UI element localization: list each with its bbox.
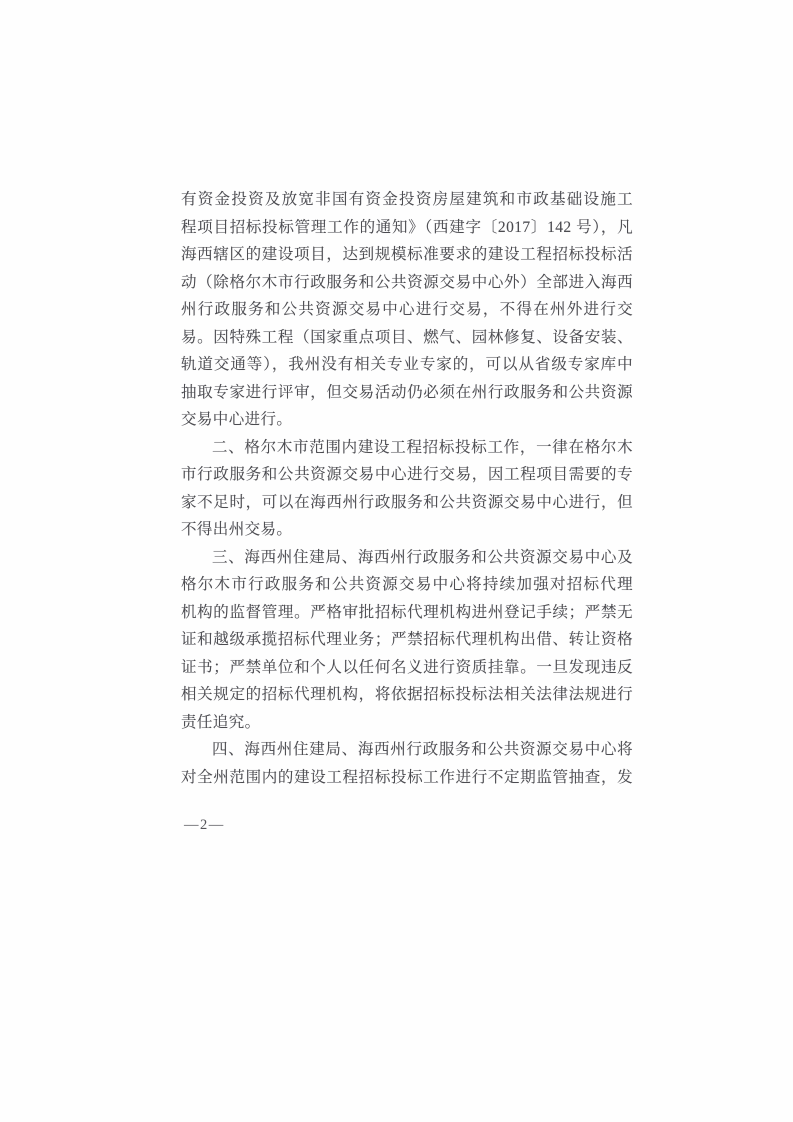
text-line: 证书；严禁单位和个人以任何名义进行资质挂靠。一旦发现违反 (181, 658, 633, 676)
text-line: 程项目招标投标管理工作的通知》（西建字〔2017〕142 号），凡 (181, 218, 633, 236)
text-line: 有资金投资及放宽非国有资金投资房屋建筑和市政基础设施工 (181, 191, 633, 208)
text-line: 格尔木市行政服务和公共资源交易中心将持续加强对招标代理 (181, 576, 633, 593)
text-line: 家不足时，可以在海西州行政服务和公共资源交易中心进行，但 (181, 493, 633, 511)
text-line: 相关规定的招标代理机构，将依据招标投标法相关法律法规进行 (181, 686, 633, 703)
paragraph-continuation (181, 186, 633, 434)
document-body (181, 186, 633, 791)
paragraph-item-2 (181, 434, 633, 544)
text-line: 交易中心进行。 (181, 411, 293, 428)
paragraph-item-3 (181, 544, 633, 737)
text-line: 三、海西州住建局、海西州行政服务和公共资源交易中心及 (212, 548, 633, 566)
text-line: 责任追究。 (181, 713, 261, 731)
text-line: 不得出州交易。 (181, 521, 293, 538)
text-line: 证和越级承揽招标代理业务；严禁招标代理机构出借、转让资格 (181, 631, 633, 648)
text-line: 动（除格尔木市行政服务和公共资源交易中心外）全部进入海西 (181, 273, 633, 291)
text-line: 抽取专家进行评审，但交易活动仍必须在州行政服务和公共资源 (181, 383, 633, 401)
text-line: 四、海西州住建局、海西州行政服务和公共资源交易中心将 (212, 741, 633, 758)
text-line: 海西辖区的建设项目，达到规模标准要求的建设工程招标投标活 (181, 246, 633, 263)
text-line: 机构的监督管理。严格审批招标代理机构进州登记手续；严禁无 (181, 603, 633, 621)
text-line: 州行政服务和公共资源交易中心进行交易，不得在州外进行交 (181, 301, 633, 318)
paragraph-item-4 (181, 736, 633, 791)
text-line: 易。因特殊工程（国家重点项目、燃气、园林修复、设备安装、 (181, 328, 633, 346)
text-line: 对全州范围内的建设工程招标投标工作进行不定期监管抽查，发 (181, 768, 633, 786)
text-line: 市行政服务和公共资源交易中心进行交易，因工程项目需要的专 (181, 466, 633, 483)
page-number: —2— (184, 817, 225, 833)
text-line: 轨道交通等），我州没有相关专业专家的，可以从省级专家库中 (181, 356, 633, 373)
text-line: 二、格尔木市范围内建设工程招标投标工作，一律在格尔木 (212, 438, 633, 456)
